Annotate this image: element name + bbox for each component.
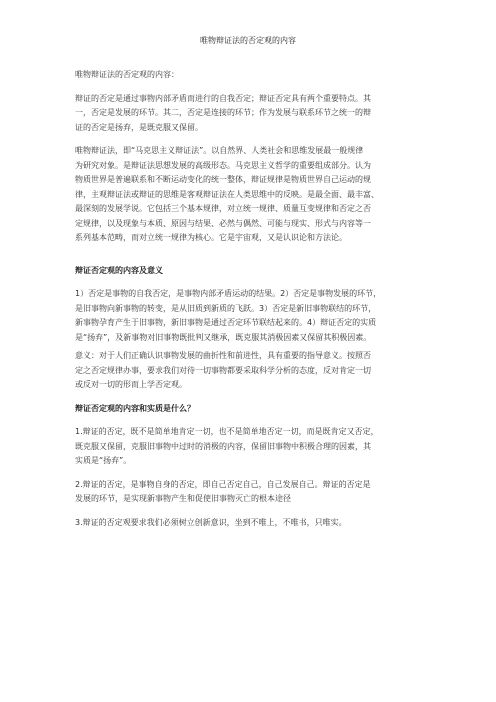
section-heading: 辩证否定观的内容和实质是什么？ [75, 403, 195, 413]
text-line: 物质世界是普遍联系和不断运动变化的统一整体，辩证规律是物质世界自己运动的规 [75, 175, 371, 184]
text-line: 发展的环节，是实现新事物产生和促使旧事物灭亡的根本途径 [75, 494, 291, 503]
text-line: 意义：对于人们正确认识事物发展的曲折性和前进性，具有重要的指导意义。按照否 [75, 351, 371, 360]
text-line: 唯物辩证法的否定观的内容： [75, 70, 179, 79]
text-line: 是旧事物向新事物的转变，是从旧质到新质的飞跃。3）否定是新旧事物联结的环节， [75, 303, 377, 313]
text-line: 新事物孕育产生于旧事物，新旧事物是通过否定环节联结起来的。4）辩证否定的实质 [75, 318, 377, 327]
paragraph-point-2 [75, 478, 425, 507]
paragraph-content-list [75, 287, 425, 345]
text-line: 实质是“扬弃”。 [75, 456, 132, 465]
text-line: 2.辩证的否定，是事物自身的否定，即自己否定自己，自己发展自己。辩证的否定是 [75, 479, 371, 489]
text-line: 系列基本范畴，而对立统一规律为核心。它是宇宙观，又是认识论和方法论。 [75, 233, 347, 242]
paragraph-significance [75, 349, 425, 393]
text-line: 或反对一切的形而上学否定观。 [75, 380, 187, 389]
text-line: 辩证的否定是通过事物内部矛盾而进行的自我否定；辩证否定具有两个重要特点。其 [75, 93, 371, 103]
paragraph-point-1 [75, 425, 425, 469]
text-line: 最深刻的发展学说。它包括三个基本规律，对立统一规律、质量互变规律和否定之否 [75, 204, 371, 213]
text-line: 1.辩证的否定，既不是简单地肯定一切，也不是简单地否定一切，而是既肯定又否定， [75, 427, 379, 436]
paragraph-dialectical-negation [75, 92, 425, 136]
text-line: 是“扬弃”，及新事物对旧事物既批判又继承，既克服其消极因素又保留其积极因素。 [75, 332, 372, 342]
document-title: 唯物辩证法的否定观的内容 [200, 36, 296, 45]
heading-content-and-meaning [75, 264, 425, 279]
document-body [75, 68, 425, 534]
text-line: 既克服又保留，克服旧事物中过时的消极的内容，保留旧事物中积极合理的因素，其 [75, 441, 371, 451]
text-line: 唯物辩证法，即“马克思主义辩证法”。以自然界、人类社会和思维发展最一般规律 [75, 146, 364, 155]
heading-content-and-essence [75, 402, 425, 417]
paragraph-point-3 [75, 516, 425, 531]
paragraph-marxist-dialectics [75, 144, 425, 246]
intro-subtitle [75, 68, 425, 83]
text-line: 定规律，以及现象与本质、原因与结果、必然与偶然、可能与现实、形式与内容等一 [75, 218, 371, 228]
text-line: 证的否定是扬弃，是既克服又保留。 [75, 122, 203, 132]
text-line: 律，主观辩证法或辩证的思维是客观辩证法在人类思维中的反映。是最全面、最丰富、 [75, 189, 379, 199]
text-line: 3.辩证的否定观要求我们必须树立创新意识，坐到不唯上，不唯书，只唯实。 [75, 517, 347, 527]
text-line: 为研究对象。是辩证法思想发展的高级形态。马克思主义哲学的重要组成部分。认为 [75, 160, 371, 170]
text-line: 一，否定是发展的环节。其二，否定是连接的环节；作为发展与联系环节之统一的辩 [75, 108, 371, 117]
text-line: 1）否定是事物的自我否定，是事物内部矛盾运动的结果。2）否定是事物发展的环节， [75, 289, 382, 298]
text-line: 定之否定规律办事，要求我们对待一切事物都要采取科学分析的态度，反对肯定一切 [75, 365, 371, 375]
section-heading: 辩证否定观的内容及意义 [75, 265, 163, 275]
